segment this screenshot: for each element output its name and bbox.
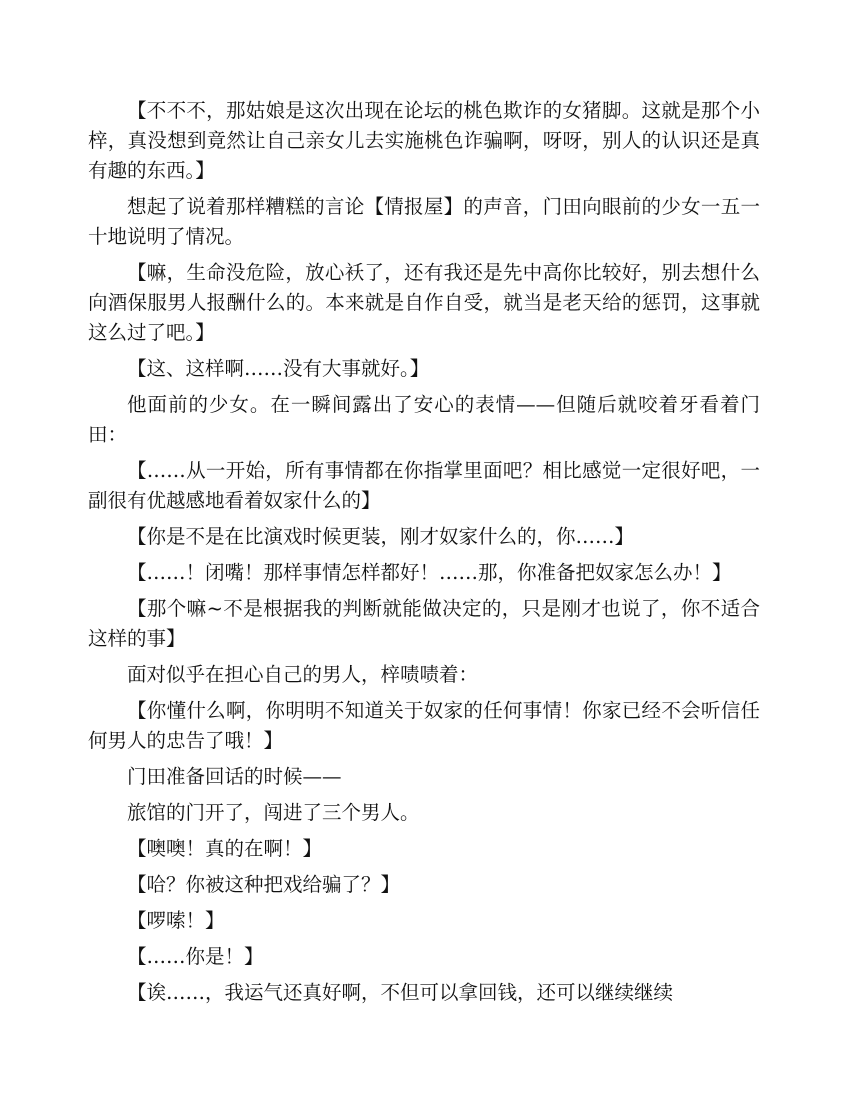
- paragraph: 【……你是！】: [127, 945, 264, 968]
- paragraph: 【这、这样啊……没有大事就好。】: [127, 357, 430, 380]
- paragraph: 【诶……，我运气还真好啊，不但可以拿回钱，还可以继续继续: [127, 981, 674, 1004]
- paragraph: 【不不不，那姑娘是这次出现在论坛的桃色欺诈的女猪脚。这就是那个小梓，真没想到竟然让自己亲女儿去实施桃色诈骗啊，呀呀，别人的认识还是真有趣的东西。】: [88, 99, 760, 182]
- paragraph: 【噢噢！真的在啊！】: [127, 837, 323, 860]
- paragraph: 想起了说着那样糟糕的言论【情报屋】的声音，门田向眼前的少女一五一十地说明了情况。: [88, 195, 760, 248]
- paragraph: 【你懂什么啊，你明明不知道关于奴家的任何事情！你家已经不会听信任何男人的忠告了哦！】: [88, 699, 760, 752]
- document-page: [88, 96, 760, 1014]
- paragraph: 【啰嗦！】: [127, 909, 225, 932]
- paragraph: 旅馆的门开了，闯进了三个男人。: [127, 801, 420, 824]
- paragraph: 【……从一开始，所有事情都在你指掌里面吧？相比感觉一定很好吧，一副很有优越感地看着奴家什么的】: [88, 459, 760, 512]
- paragraph: 他面前的少女。在一瞬间露出了安心的表情——但随后就咬着牙看着门田：: [88, 393, 760, 446]
- paragraph: 【哈？你被这种把戏给骗了？】: [127, 873, 401, 896]
- paragraph: 【你是不是在比演戏时候更装，刚才奴家什么的，你……】: [127, 525, 635, 548]
- paragraph: 【那个嘛~不是根据我的判断就能做决定的，只是刚才也说了，你不适合这样的事】: [88, 597, 760, 650]
- paragraph: 门田准备回话的时候——: [127, 765, 342, 788]
- paragraph: 【嘛，生命没危险，放心袄了，还有我还是先中高你比较好，别去想什么向酒保服男人报酬什么的。本来就是自作自受，就当是老天给的惩罚，这事就这么过了吧。】: [88, 261, 760, 344]
- paragraph: 【……！闭嘴！那样事情怎样都好！……那，你准备把奴家怎么办！】: [127, 561, 732, 584]
- paragraph: 面对似乎在担心自己的男人，梓啧啧着：: [127, 663, 479, 686]
